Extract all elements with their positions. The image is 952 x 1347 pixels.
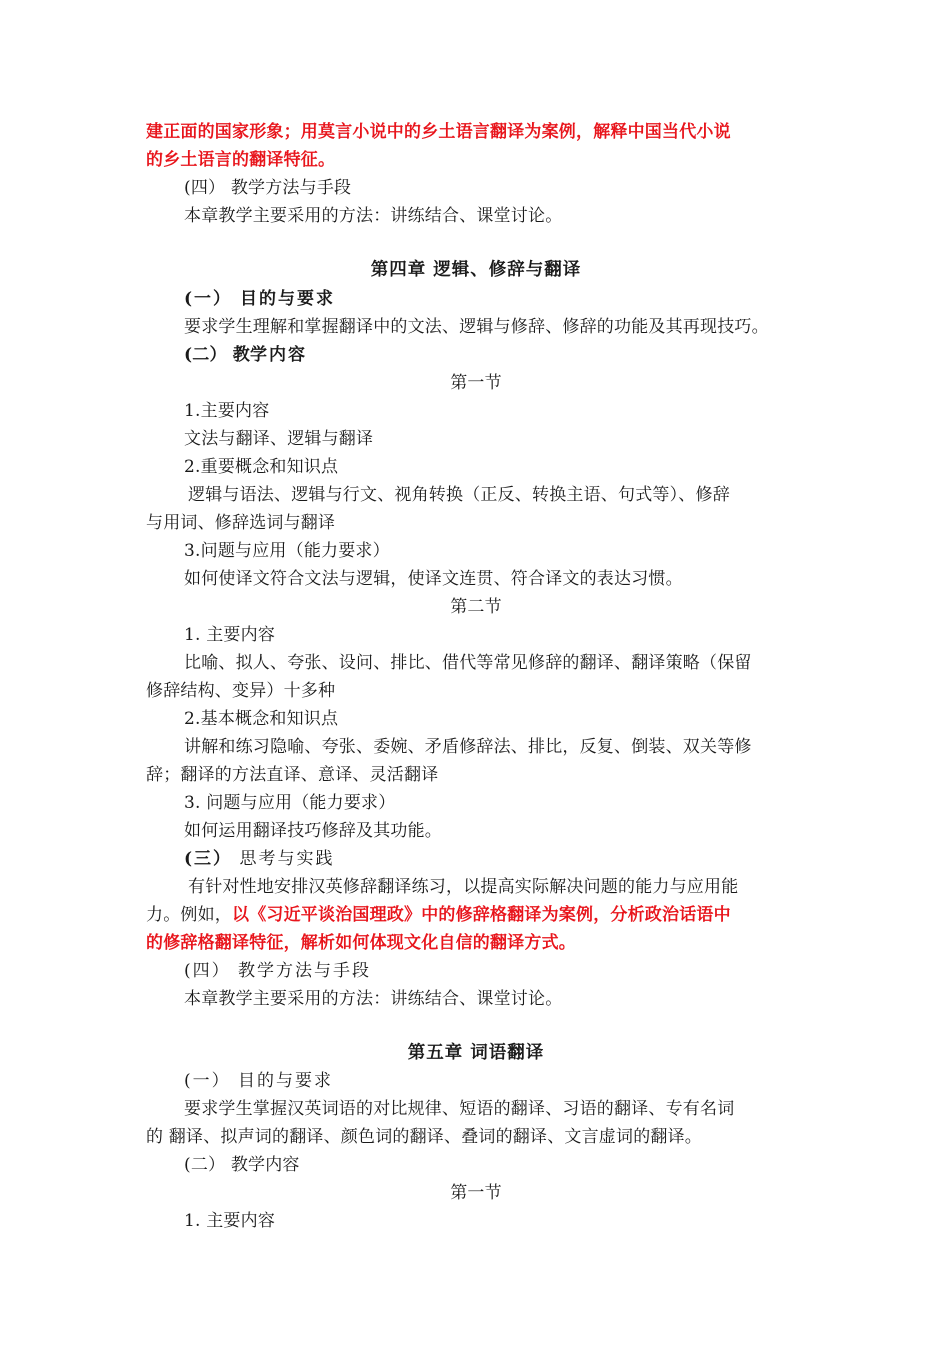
body-text: 辞；翻译的方法直译、意译、灵活翻译 [146, 765, 439, 785]
body-text [146, 904, 731, 926]
body-text: 讲解和练习隐喻、夸张、委婉、矛盾修辞法、排比，反复、倒装、双关等修 [184, 737, 752, 757]
body-text: 如何使译文符合文法与逻辑，使译文连贯、符合译文的表达习惯。 [184, 569, 683, 589]
body-text: 本章教学主要采用的方法：讲练结合、课堂讨论。 [184, 206, 563, 226]
body-text: 1. 主要内容 [184, 625, 276, 645]
section-subtitle: 第一节 [450, 1183, 502, 1203]
body-text: 有针对性地安排汉英修辞翻译练习，以提高实际解决问题的能力与应用能 [188, 877, 739, 897]
body-text: 1. 主要内容 [184, 1211, 276, 1231]
section-heading-part: (三） [184, 849, 233, 869]
section-heading [184, 344, 307, 366]
section-heading: (四） 教学方法与手段 [184, 961, 372, 981]
section-heading-part: 学内容 [249, 345, 307, 365]
section-heading: (一） 目的与要求 [184, 1071, 334, 1091]
body-text-red: 的修辞格翻译特征，解析如何体现文化自信的翻译方式。 [146, 933, 576, 953]
section-heading-part: 思考与实践 [232, 849, 335, 869]
body-text: 要求学生理解和掌握翻译中的文法、逻辑与修辞、修辞的功能及其再现技巧。 [184, 317, 769, 337]
body-text: 如何运用翻译技巧修辞及其功能。 [184, 821, 442, 841]
body-text: 3. 问题与应用（能力要求） [184, 793, 396, 813]
chapter-title: 第四章 逻辑、修辞与翻译 [370, 260, 582, 280]
body-text: 3.问题与应用（能力要求） [184, 541, 390, 561]
body-text: 修辞结构、变异）十多种 [146, 681, 336, 701]
body-text: 文法与翻译、逻辑与翻译 [184, 429, 374, 449]
body-text: 2.基本概念和知识点 [184, 709, 339, 729]
body-text: 2.重要概念和知识点 [184, 457, 339, 477]
body-text: 要求学生掌握汉英词语的对比规律、短语的翻译、习语的翻译、专有名词 [184, 1099, 735, 1119]
section-heading: (一） 目的与要求 [184, 289, 335, 309]
section-heading [184, 848, 334, 870]
body-text: 1.主要内容 [184, 401, 270, 421]
body-text: 逻辑与语法、逻辑与行文、视角转换（正反、转换主语、句式等）、修辞 [188, 485, 730, 505]
body-text: 与用词、修辞选词与翻译 [146, 513, 336, 533]
section-heading: (二） 教学内容 [184, 1155, 300, 1175]
body-text: 比喻、拟人、夸张、设问、排比、借代等常见修辞的翻译、翻译策略（保留 [184, 653, 752, 673]
section-subtitle: 第一节 [450, 373, 502, 393]
body-text-part: 力。例如， [146, 905, 232, 925]
section-heading-part: (二） 教 [184, 345, 250, 365]
body-text-red: 建正面的国家形象；用莫言小说中的乡土语言翻译为案例，解释中国当代小说 [146, 122, 731, 142]
section-subtitle: 第二节 [450, 597, 502, 617]
section-heading: (四） 教学方法与手段 [184, 178, 352, 198]
chapter-title: 第五章 词语翻译 [407, 1043, 545, 1063]
body-text-red: 以《习近平谈治国理政》中的修辞格翻译为案例，分析政治话语中 [232, 905, 731, 925]
body-text-red: 的乡土语言的翻译特征。 [146, 150, 336, 170]
body-text: 的 翻译、拟声词的翻译、颜色词的翻译、叠词的翻译、文言虚词的翻译。 [146, 1127, 703, 1147]
body-text: 本章教学主要采用的方法：讲练结合、课堂讨论。 [184, 989, 563, 1009]
